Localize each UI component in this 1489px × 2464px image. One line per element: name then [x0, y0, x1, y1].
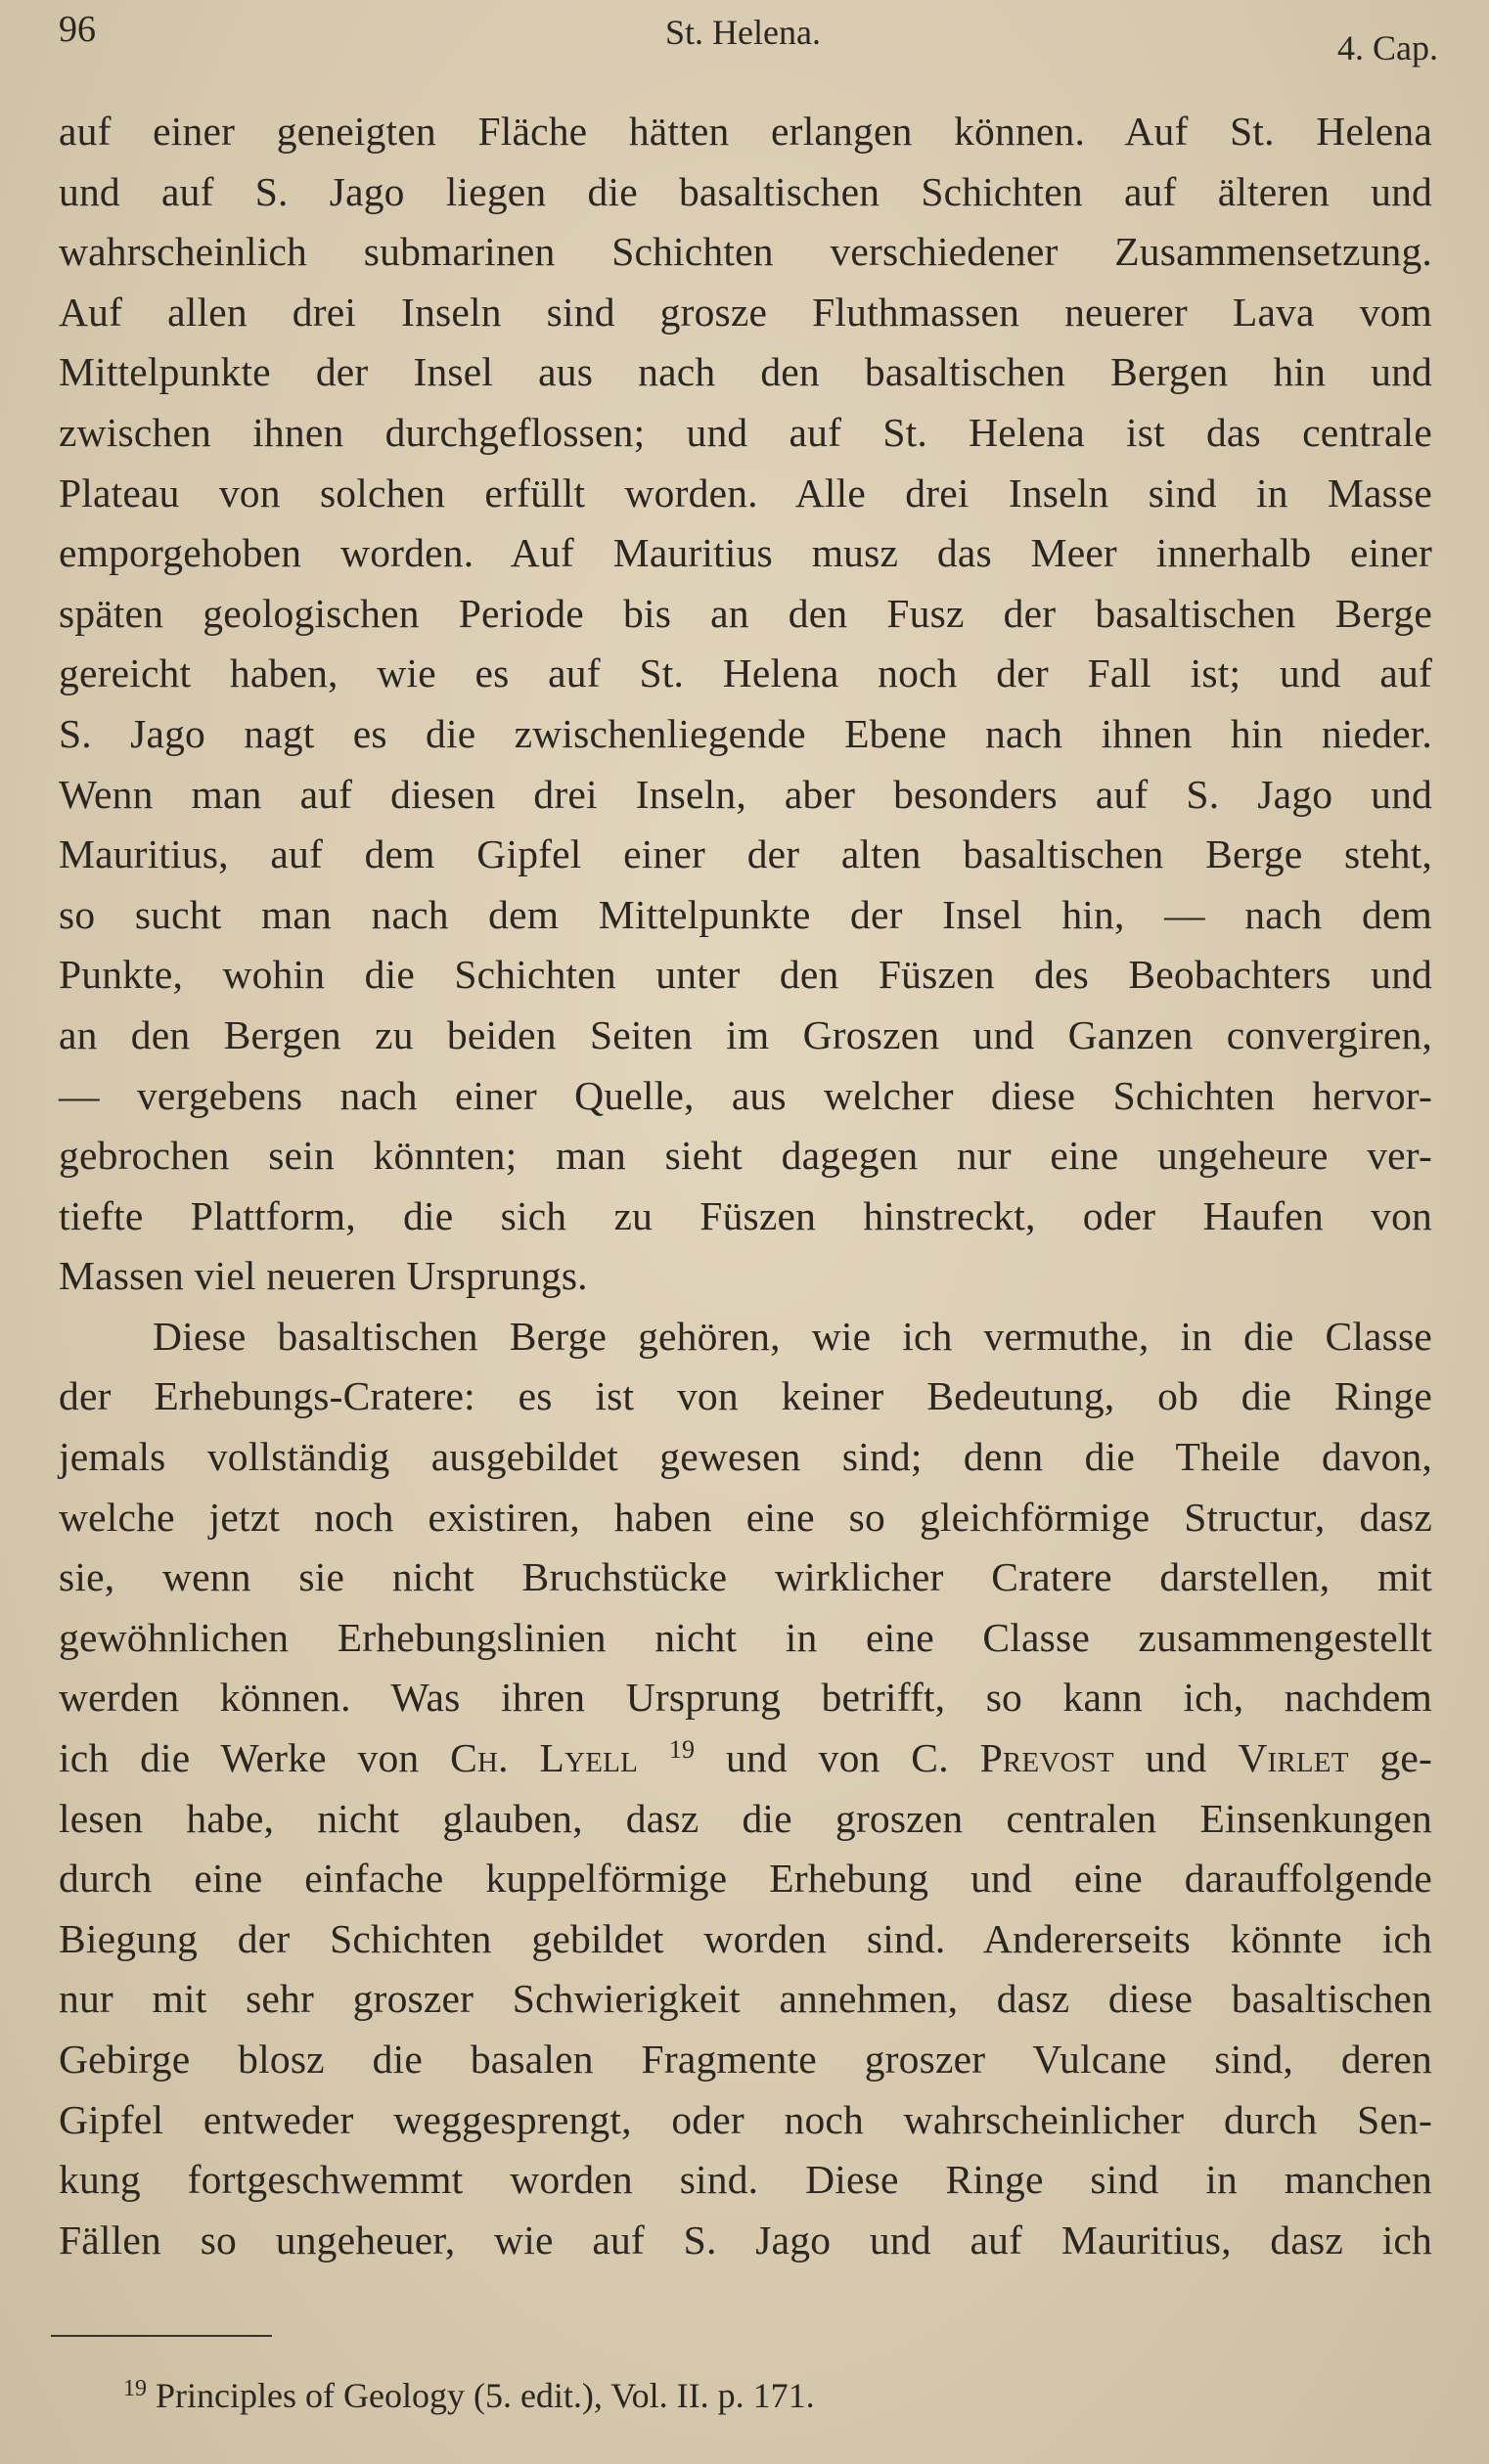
- text-line: tiefte Plattform, die sich zu Füszen hinstreckt, oder Haufen von: [59, 1192, 1432, 1238]
- text-line: und auf S. Jago liegen die basaltischen Schichten auf älteren und: [59, 168, 1432, 214]
- text-line: Biegung der Schichten gebildet worden sind. Andererseits könnte ich: [59, 1915, 1432, 1961]
- footnote-text: Principles of Geology (5. edit.), Vol. II. p. 171.: [156, 2376, 815, 2415]
- footnote-number: 19: [123, 2376, 147, 2401]
- text-line: Gebirge blosz die basalen Fragmente groszer Vulcane sind, deren: [59, 2037, 1432, 2082]
- paragraph-end-line: Massen viel neueren Ursprungs.: [59, 1253, 588, 1299]
- text-line: gereicht haben, wie es auf St. Helena noch der Fall ist; und auf: [59, 650, 1432, 696]
- text-line: gebrochen sein könnten; man sieht dagegen nur eine ungeheure ver-: [59, 1133, 1432, 1179]
- body-text: [59, 102, 1432, 2270]
- footnote-divider: [51, 2335, 272, 2337]
- text-line: S. Jago nagt es die zwischenliegende Ebene nach ihnen hin nieder.: [59, 710, 1432, 756]
- text-line: kung fortgeschwemmt worden sind. Diese Ringe sind in manchen: [59, 2157, 1432, 2203]
- text-line: sie, wenn sie nicht Bruchstücke wirklicher Cratere darstellen, mit: [59, 1554, 1432, 1600]
- line-text: ich die Werke von: [59, 1735, 451, 1781]
- text-line: Plateau von solchen erfüllt worden. Alle drei Inseln sind in Masse: [59, 470, 1432, 515]
- author-name: Ch. Lyell: [450, 1735, 638, 1781]
- text-line: der Erhebungs-Cratere: es ist von keiner Bedeutung, ob die Ringe: [59, 1373, 1432, 1419]
- chapter-reference: 4. Cap.: [1337, 28, 1438, 67]
- text-line-with-citation: [59, 1728, 1432, 1789]
- text-line: jemals vollständig ausgebildet gewesen sind; denn die Theile davon,: [59, 1434, 1432, 1480]
- text-line: wahrscheinlich submarinen Schichten verschiedener Zusammensetzung.: [59, 229, 1432, 275]
- text-line: Wenn man auf diesen drei Inseln, aber besonders auf S. Jago und: [59, 771, 1432, 817]
- text-line: so sucht man nach dem Mittelpunkte der Insel hin, — nach dem: [59, 891, 1432, 937]
- page-header: [59, 8, 1438, 67]
- text-line: durch eine einfache kuppelförmige Erhebung und eine darauffolgende: [59, 1856, 1432, 1902]
- page-number: 96: [59, 9, 96, 50]
- text-line: welche jetzt noch existiren, haben eine so gleichförmige Structur, dasz: [59, 1494, 1432, 1540]
- footnote: [123, 2375, 815, 2416]
- text-line: werden können. Was ihren Ursprung betrifft, so kann ich, nachdem: [59, 1675, 1432, 1721]
- paragraph-start-line: Diese basaltischen Berge gehören, wie ich vermuthe, in die Classe: [153, 1313, 1432, 1359]
- author-name: Prevost: [979, 1735, 1114, 1781]
- text-line: — vergebens nach einer Quelle, aus welcher diese Schichten hervor-: [59, 1072, 1432, 1118]
- line-text: und von C.: [695, 1735, 980, 1781]
- text-line: lesen habe, nicht glauben, dasz die groszen centralen Einsenkungen: [59, 1795, 1432, 1841]
- text-line: Gipfel entweder weggesprengt, oder noch wahrscheinlicher durch Sen-: [59, 2096, 1432, 2142]
- text-line: Punkte, wohin die Schichten unter den Füszen des Beobachters und: [59, 952, 1432, 998]
- text-line: Mauritius, auf dem Gipfel einer der alten basaltischen Berge steht,: [59, 831, 1432, 877]
- text-line: gewöhnlichen Erhebungslinien nicht in eine Classe zusammengestellt: [59, 1614, 1432, 1660]
- text-line: an den Bergen zu beiden Seiten im Groszen und Ganzen convergiren,: [59, 1011, 1432, 1057]
- text-line: nur mit sehr groszer Schwierigkeit annehmen, dasz diese basaltischen: [59, 1976, 1432, 2022]
- footnote-ref[interactable]: 19: [668, 1735, 696, 1765]
- text-line: zwischen ihnen durchgeflossen; und auf St. Helena ist das centrale: [59, 409, 1432, 455]
- text-line: emporgehoben worden. Auf Mauritius musz das Meer innerhalb einer: [59, 530, 1432, 576]
- line-text: ge-: [1348, 1735, 1433, 1781]
- text-line: Mittelpunkte der Insel aus nach den basaltischen Bergen hin und: [59, 349, 1432, 395]
- text-line: Fällen so ungeheuer, wie auf S. Jago und auf Mauritius, dasz ich: [59, 2217, 1432, 2262]
- running-title: St. Helena.: [665, 13, 821, 52]
- text-line: Auf allen drei Inseln sind grosze Fluthmassen neuerer Lava vom: [59, 289, 1432, 335]
- author-name: Virlet: [1238, 1735, 1349, 1781]
- text-line: späten geologischen Periode bis an den Fusz der basaltischen Berge: [59, 590, 1432, 636]
- text-line: auf einer geneigten Fläche hätten erlangen können. Auf St. Helena: [59, 109, 1432, 154]
- line-text: und: [1113, 1735, 1239, 1781]
